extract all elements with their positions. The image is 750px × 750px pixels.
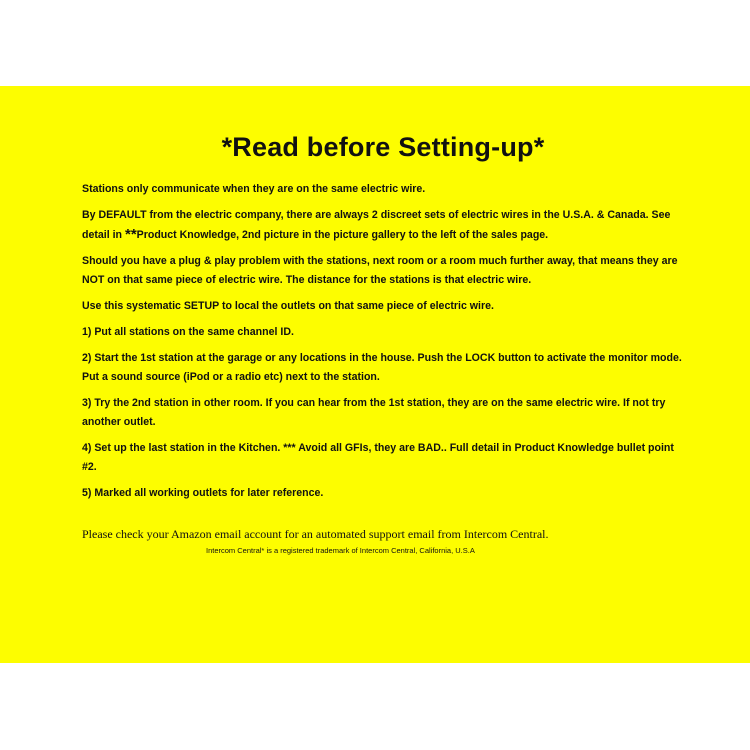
- support-email-note: Please check your Amazon email account for an automated support email from Intercom Central.: [82, 527, 549, 541]
- setup-step-4: 4) Set up the last station in the Kitchen. *** Avoid all GFIs, they are BAD.. Full detail in Product Knowledge bullet point #2.: [82, 442, 674, 473]
- setup-step-3: 3) Try the 2nd station in other room. If you can hear from the 1st station, they are on the same electric wire. If not try another outlet.: [82, 397, 666, 428]
- paragraph-default-wires-reference: Product Knowledge, 2nd picture in the picture gallery to the left of the sales page.: [136, 229, 549, 241]
- paragraph-default-wires: [82, 206, 684, 245]
- paragraph-same-wire: Stations only communicate when they are on the same electric wire.: [82, 183, 426, 195]
- paragraph-default-wires-text: By DEFAULT from the electric company, there are always 2 discreet sets of electric wires in the U.S.A. & Canada. See detail in: [82, 209, 671, 241]
- setup-notice-card: [0, 86, 750, 663]
- notice-title: *Read before Setting-up*: [221, 132, 545, 162]
- paragraph-plug-play-problem: Should you have a plug & play problem with the stations, next room or a room much further away, that means they are NOT on that same piece of electric wire. The distance for the stations is that electric wire.: [82, 255, 678, 286]
- setup-step-5: 5) Marked all working outlets for later reference.: [82, 487, 324, 499]
- trademark-note: Intercom Central* is a registered trademark of Intercom Central, California, U.S.A: [206, 546, 475, 555]
- paragraph-systematic-setup: Use this systematic SETUP to local the outlets on that same piece of electric wire.: [82, 300, 494, 312]
- setup-step-1: 1) Put all stations on the same channel ID.: [82, 326, 294, 338]
- setup-step-2: 2) Start the 1st station at the garage or any locations in the house. Push the LOCK button to activate the monitor mode. Put a sound source (iPod or a radio etc) next to the station.: [82, 352, 682, 383]
- double-asterisk: **: [124, 226, 137, 243]
